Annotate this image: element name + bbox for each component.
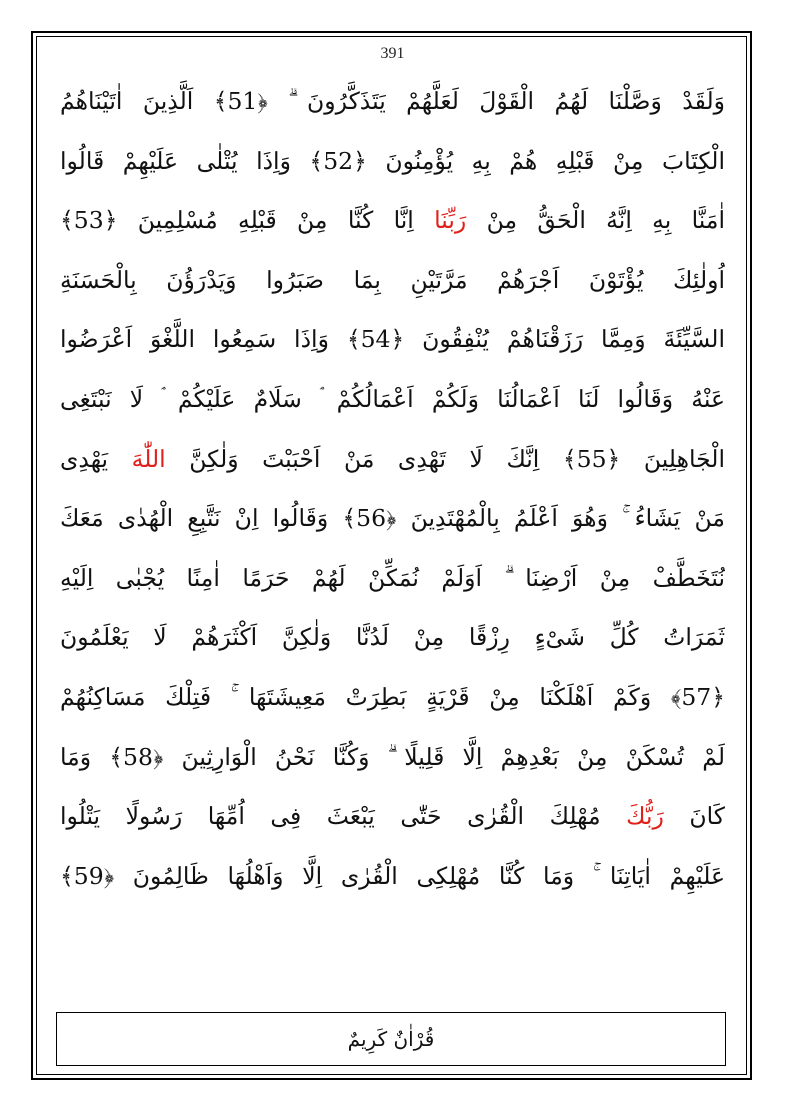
verse-segment: يَهْدِى	[60, 444, 132, 473]
verse-line	[60, 787, 725, 847]
verse-segment: عَنْهُ وَقَالُوا لَنَا اَعْمَالُنَا وَلَكُمْ اَعْمَالُكُمْ ۘ سَلَامٌ عَلَيْكُمْ ۘ لَا نَبْتَغِى	[60, 384, 725, 413]
verse-segment: اِنَّا كُنَّا مِنْ قَبْلِهِ مُسْلِمِينَ ﴿53﴾	[60, 206, 435, 235]
verse-segment: نُتَخَطَّفْ مِنْ اَرْضِنَا ۗ اَوَلَمْ نُمَكِّنْ لَهُمْ حَرَمًا اٰمِنًا يُجْبٰى اِلَيْهِ	[60, 563, 725, 592]
verse-line	[60, 72, 725, 132]
verse-line	[60, 370, 725, 430]
divine-name-text: اللّٰهَ	[131, 444, 166, 473]
verse-segment: مَنْ يَشَاءُ ۚ وَهُوَ اَعْلَمُ بِالْمُهْتَدِينَ ﴿56﴾ وَقَالُوا اِنْ نَتَّبِعِ الْهُدٰى مَعَكَ	[60, 504, 725, 533]
footer-box	[56, 1012, 726, 1066]
verse-line	[60, 847, 725, 907]
verse-segment: مُهْلِكَ الْقُرٰى حَتّٰى يَبْعَثَ فِى اُمِّهَا رَسُولًا يَتْلُوا	[60, 802, 627, 831]
verse-segment: اٰمَنَّا بِهِ اِنَّهُ الْحَقُّ مِنْ	[466, 206, 725, 235]
verse-segment: ﴿57﴾ وَكَمْ اَهْلَكْنَا مِنْ قَرْيَةٍ بَطِرَتْ مَعِيشَتَهَا ۚ فَتِلْكَ مَسَاكِنُهُمْ	[60, 682, 725, 711]
verse-text-block	[60, 72, 725, 906]
verse-segment: الْكِتَابَ مِنْ قَبْلِهِ هُمْ بِهِ يُؤْمِنُونَ ﴿52﴾ وَاِذَا يُتْلٰى عَلَيْهِمْ قَالُوا	[60, 146, 725, 175]
verse-line	[60, 489, 725, 549]
divine-name-text: رَبِّنَا	[434, 206, 467, 235]
verse-line	[60, 728, 725, 788]
verse-segment: ثَمَرَاتُ كُلِّ شَىْءٍ رِزْقًا مِنْ لَدُنَّا وَلٰكِنَّ اَكْثَرَهُمْ لَا يَعْلَمُونَ	[60, 623, 725, 652]
verse-segment: وَلَقَدْ وَصَّلْنَا لَهُمُ الْقَوْلَ لَعَلَّهُمْ يَتَذَكَّرُونَ ۗ ﴿51﴾ اَلَّذِينَ اٰتَيْنَاهُمُ	[60, 87, 725, 115]
verse-line	[60, 608, 725, 668]
verse-segment: اُولٰئِكَ يُؤْتَوْنَ اَجْرَهُمْ مَرَّتَيْنِ بِمَا صَبَرُوا وَيَدْرَؤُنَ بِالْحَسَنَةِ	[60, 265, 725, 294]
verse-line	[60, 549, 725, 609]
verse-line	[60, 430, 725, 490]
page-number: 391	[380, 45, 405, 62]
verse-segment: الْجَاهِلِينَ ﴿55﴾ اِنَّكَ لَا تَهْدِى مَنْ اَحْبَبْتَ وَلٰكِنَّ	[165, 444, 725, 473]
verse-segment: عَلَيْهِمْ اٰيَاتِنَا ۚ وَمَا كُنَّا مُهْلِكِى الْقُرٰى اِلَّا وَاَهْلُهَا ظَالِمُونَ ﴿59﴾	[60, 861, 725, 890]
verse-line	[60, 251, 725, 311]
verse-line	[60, 132, 725, 192]
verse-segment: كَانَ	[663, 802, 725, 831]
divine-name-text: رَبُّكَ	[626, 802, 664, 831]
verse-segment: لَمْ تُسْكَنْ مِنْ بَعْدِهِمْ اِلَّا قَلِيلًا ۗ وَكُنَّا نَحْنُ الْوَارِثِينَ ﴿58﴾ وَمَا	[60, 742, 725, 771]
verse-line	[60, 310, 725, 370]
verse-line	[60, 191, 725, 251]
verse-segment: السَّيِّئَةَ وَمِمَّا رَزَقْنَاهُمْ يُنْفِقُونَ ﴿54﴾ وَاِذَا سَمِعُوا اللَّغْوَ اَعْرَضُوا	[60, 325, 725, 354]
verse-line	[60, 668, 725, 728]
footer-title: قُرْاٰنٌ كَرِيمٌ	[347, 1027, 435, 1051]
